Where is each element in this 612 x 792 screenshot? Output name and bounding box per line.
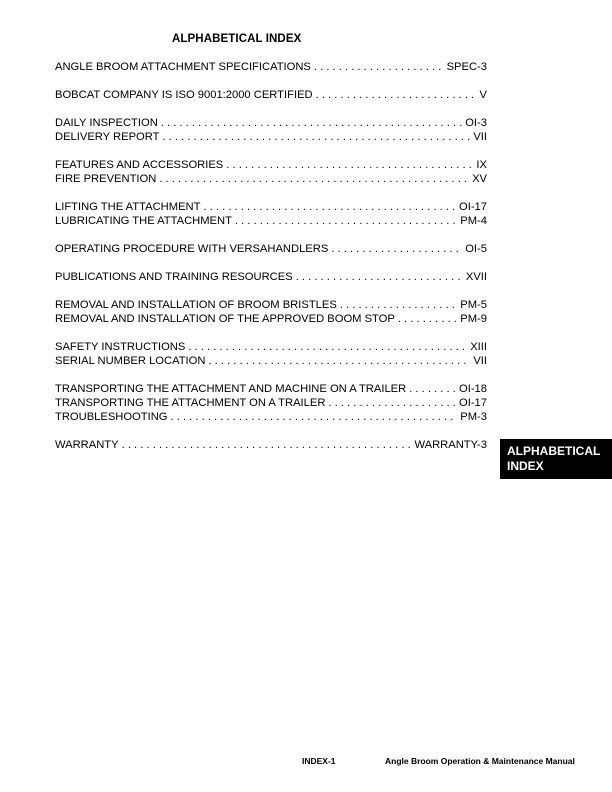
- index-group: [55, 270, 487, 284]
- index-entry[interactable]: [55, 60, 487, 74]
- index-entry-label: TROUBLESHOOTING: [55, 411, 168, 423]
- dot-leader: [122, 438, 412, 452]
- index-entry[interactable]: [55, 214, 487, 228]
- index-entry-label: SAFETY INSTRUCTIONS: [55, 341, 186, 353]
- dot-leader: [328, 396, 456, 410]
- index-entry[interactable]: [55, 382, 487, 396]
- page-title: ALPHABETICAL INDEX: [172, 33, 302, 45]
- index-entry[interactable]: [55, 200, 487, 214]
- index-entry-page: XIII: [470, 341, 487, 353]
- index-entry[interactable]: [55, 172, 487, 186]
- index-entry-label: SERIAL NUMBER LOCATION: [55, 355, 206, 367]
- dot-leader: [296, 270, 463, 284]
- index-group: [55, 438, 487, 452]
- dot-leader: [235, 214, 457, 228]
- dot-leader: [159, 172, 469, 186]
- index-entry-page: VII: [473, 355, 487, 367]
- index-entry-label: FEATURES AND ACCESSORIES: [55, 159, 224, 171]
- index-entry-page: OI-5: [465, 243, 487, 255]
- dot-leader: [171, 410, 458, 424]
- index-entry-label: TRANSPORTING THE ATTACHMENT ON A TRAILER: [55, 397, 326, 409]
- dot-leader: [208, 354, 470, 368]
- index-group: [55, 158, 487, 186]
- footer-page-number: INDEX-1: [302, 756, 336, 766]
- index-list: [55, 60, 487, 466]
- index-entry[interactable]: [55, 354, 487, 368]
- index-entry-page: XV: [472, 173, 487, 185]
- index-entry-page: V: [479, 89, 487, 101]
- index-entry-label: OPERATING PROCEDURE WITH VERSAHANDLERS: [55, 243, 329, 255]
- index-entry-page: WARRANTY-3: [414, 439, 487, 451]
- index-entry[interactable]: [55, 130, 487, 144]
- index-entry[interactable]: [55, 340, 487, 354]
- index-entry-page: VII: [473, 131, 487, 143]
- index-group: [55, 382, 487, 424]
- section-tab-line2: INDEX: [507, 459, 544, 473]
- index-entry-page: OI-18: [459, 383, 487, 395]
- index-entry[interactable]: [55, 158, 487, 172]
- dot-leader: [316, 88, 477, 102]
- index-entry[interactable]: [55, 270, 487, 284]
- index-entry-label: PUBLICATIONS AND TRAINING RESOURCES: [55, 271, 293, 283]
- section-tab-line1: ALPHABETICAL: [507, 444, 601, 458]
- dot-leader: [340, 298, 457, 312]
- dot-leader: [314, 60, 444, 74]
- index-entry-page: PM-5: [460, 299, 487, 311]
- index-entry-label: REMOVAL AND INSTALLATION OF BROOM BRISTLES: [55, 299, 337, 311]
- index-group: [55, 298, 487, 326]
- index-entry-label: DAILY INSPECTION: [55, 117, 158, 129]
- dot-leader: [226, 158, 473, 172]
- index-entry[interactable]: [55, 88, 487, 102]
- index-group: [55, 88, 487, 102]
- dot-leader: [331, 242, 462, 256]
- dot-leader: [162, 130, 470, 144]
- index-entry-label: FIRE PREVENTION: [55, 173, 157, 185]
- index-entry-label: LIFTING THE ATTACHMENT: [55, 201, 201, 213]
- index-entry-page: IX: [476, 159, 487, 171]
- dot-leader: [409, 382, 456, 396]
- index-entry-label: TRANSPORTING THE ATTACHMENT AND MACHINE ON A TRAILER: [55, 383, 407, 395]
- index-entry[interactable]: [55, 242, 487, 256]
- index-entry-page: SPEC-3: [446, 61, 487, 73]
- dot-leader: [188, 340, 467, 354]
- index-entry-page: OI-17: [459, 397, 487, 409]
- dot-leader: [398, 312, 457, 326]
- index-entry-page: OI-3: [465, 117, 487, 129]
- index-entry[interactable]: [55, 410, 487, 424]
- dot-leader: [161, 116, 462, 130]
- footer-manual-title: Angle Broom Operation & Maintenance Manual: [385, 756, 575, 766]
- section-tab[interactable]: [500, 439, 612, 479]
- index-group: [55, 242, 487, 256]
- index-entry-label: LUBRICATING THE ATTACHMENT: [55, 215, 232, 227]
- index-entry-label: REMOVAL AND INSTALLATION OF THE APPROVED BOOM STOP: [55, 313, 395, 325]
- index-entry-page: PM-9: [460, 313, 487, 325]
- index-entry-label: BOBCAT COMPANY IS ISO 9001:2000 CERTIFIED: [55, 89, 313, 101]
- index-entry-page: OI-17: [459, 201, 487, 213]
- index-group: [55, 60, 487, 74]
- index-entry-label: ANGLE BROOM ATTACHMENT SPECIFICATIONS: [55, 61, 311, 73]
- index-entry-label: DELIVERY REPORT: [55, 131, 160, 143]
- index-entry[interactable]: [55, 312, 487, 326]
- index-group: [55, 116, 487, 144]
- index-entry[interactable]: [55, 396, 487, 410]
- index-entry-page: XVII: [465, 271, 487, 283]
- index-group: [55, 200, 487, 228]
- index-entry[interactable]: [55, 298, 487, 312]
- index-entry-label: WARRANTY: [55, 439, 119, 451]
- index-entry-page: PM-3: [460, 411, 487, 423]
- index-entry-page: PM-4: [460, 215, 487, 227]
- index-entry[interactable]: [55, 438, 487, 452]
- index-entry[interactable]: [55, 116, 487, 130]
- index-group: [55, 340, 487, 368]
- dot-leader: [203, 200, 456, 214]
